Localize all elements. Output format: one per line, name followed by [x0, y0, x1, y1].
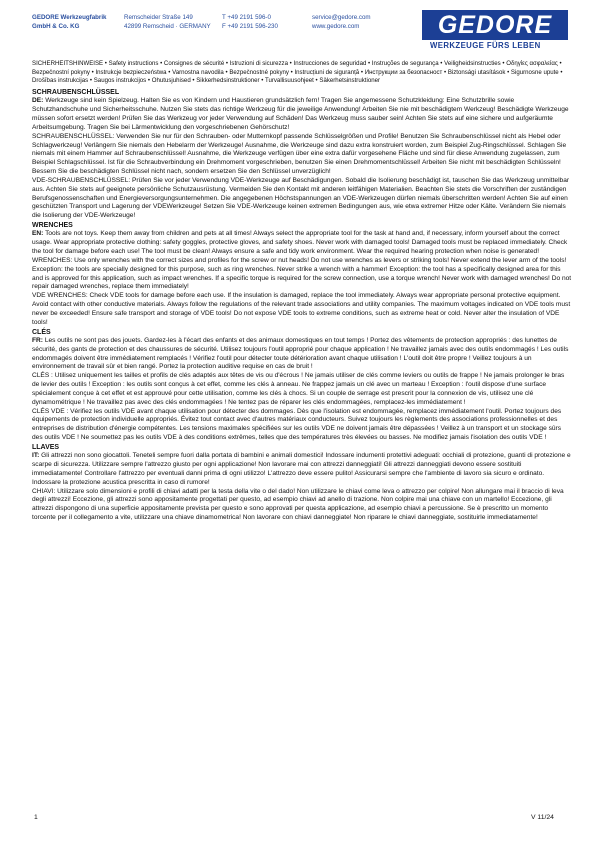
website-link[interactable]: www.gedore.com [312, 22, 360, 30]
version-label: V 11/24 [531, 814, 554, 821]
company-contact [312, 14, 371, 31]
address-line-1: Remscheider Straße 149 [124, 14, 193, 21]
paragraph-text: CLÉS : Utilisez uniquement les tailles et profils de clés adaptés aux têtes de vis ou d'écrous ! Ne jamais utiliser de clés comme leviers ou outils de frappe ! Ne jamais prolonger le bras de levier des outils ! Exception : les outils sont conçus à cet effet, comme les clés à anneau. Ne frappez jamais un clé avec un marteau ! Exception : l'outil dispose d'une surface spécialement conçue à cet effet et est approuvé pour cette utilisation, comme les clés à chocs. Si un couple de serrage est prescrit pour la connexion de vis, utilisez une clé dynamométrique ! Ne travaillez pas avec des clés endommagées ! Ne tentez pas de réparer les clés endommagées, remplacez-les immédiatement ! [32, 372, 565, 406]
section-paragraph [32, 488, 572, 523]
section-title: WRENCHES [32, 222, 73, 230]
company-name [32, 14, 107, 31]
document-body [32, 60, 572, 523]
section-paragraph [32, 292, 572, 327]
paragraph-text: Gli attrezzi non sono giocattoli. Teneteli sempre fuori dalla portata di bambini e animali domestici! Indossare indumenti protettivi adeguati: occhiali di protezione, guanti di protezione e scarpe di sicurezza. Utilizzare sempre l'attrezzo giusto per ogni applicazione! Non lavorare mai con attrezzi danneggiati! Gli attrezzi danneggiati devono essere sostituiti immediatamente! Controllare l'attrezzo per eventuali danni prima di ogni utilizzo! L'attrezzo deve essere pulito! Assicurarsi sempre che l'ambiente di lavoro sia sicuro e ordinato. Indossare la protezione acustica prescritta in caso di rumore! [32, 452, 571, 486]
paragraph-text: VDE WRENCHES: Check VDE tools for damage before each use. If the insulation is damaged, replace the tool immediately. Always wear appropriate personal protective equipment. Avoid contact with other conductive materials. Always follow the regulations of the relevant trade associations and utility companies. The maximum voltages indicated on VDE tools must never be exceeded! Ensure safe transport and storage of VDE tools! Do not expose VDE tools to extreme conditions, such as extreme heat or cold. Never alter the insulation of VDE tools! [32, 292, 571, 326]
logo-tagline: WERKZEUGE FÜRS LEBEN [430, 41, 541, 50]
logo-wordmark: GEDORE [422, 10, 568, 40]
paragraph-text: Werkzeuge sind kein Spielzeug. Halten Sie es von Kindern und Haustieren grundsätzlich fern! Tragen Sie angemessene Schutzkleidung: Eine Schutzbrille sowie Schutzhandschuhe und Sicherheitsschuhe. Nutzen Sie stets das richtige Werkzeug für die jeweilige Anwendung! Arbeiten Sie nie mit beschädigtem Werkzeug! Beschädigte Werkzeuge müssen sofort ersetzt werden! Prüfen Sie das Werkzeug vor jeder Verwendung auf Schäden! Das Werkzeug muss sauber sein! Achten Sie stets auf eine sichere und aufgeräumte Arbeitsumgebung. Tragen Sie bei Lärmentwicklung den vorgeschriebenen Gehörschutz! [32, 97, 569, 131]
email-link[interactable]: service@gedore.com [312, 14, 371, 21]
section-paragraph [32, 97, 572, 132]
section-paragraph [32, 372, 572, 407]
company-address [124, 14, 211, 31]
paragraph-text: CHIAVI: Utilizzare solo dimensioni e profili di chiavi adatti per la testa della vite o del dado! Non utilizzare le chiavi come leva o attrezzo per colpire! Non allungare mai il braccio di leva degli attrezzi! Eccezione, gli attrezzi sono appositamente progettati per questo, ad esempio chiavi ad anello di trazione. Non colpire mai una chiave con un martello! Eccezione, gli attrezzi dispongono di una superficie appositamente prevista per questo e sono approvati per questa applicazione, ad esempio chiavi a percussione. Se è prescritto un momento torcente per il collegamento a vite, utilizzare una chiave dinamometrica! Non lavorare con chiavi danneggiate! Non riparare le chiavi danneggiate, sostituirle immediatamente! [32, 487, 564, 522]
language-code: EN: [32, 230, 44, 238]
sections [32, 88, 572, 523]
company-phone [222, 14, 278, 31]
address-line-2: 42899 Remscheid · GERMANY [124, 22, 211, 30]
section-paragraph [32, 133, 572, 177]
section-paragraph [32, 408, 572, 443]
section-paragraph [32, 337, 572, 372]
gedore-logo [422, 10, 568, 54]
section-paragraph [32, 257, 572, 292]
safety-languages: SICHERHEITSHINWEISE • Safety instructions • Consignes de sécurité • Istruzioni di sicurezza • Instrucciones de seguridad • Instruções de segurança • Veiligheidsinstructies • Οδηγίες ασφαλείας • Bezpečnostní pokyny • Instrukcje bezpieczeństwa • Varnostna navodila • Bezpečnostné pokyny • Instrucțiuni de siguranță • Инструкции за безопасност • Biztonsági utasítások • Sigurnosne upute • Drošības instrukcijas • Saugos instrukcijos • Ohutusjuhised • Sikkerhedsinstruktioner • Turvallisuusohjeet • Säkerhetsinstruktioner [32, 60, 563, 85]
paragraph-text: Les outils ne sont pas des jouets. Gardez-les à l'écart des enfants et des animaux domestiques en tout temps ! Portez des vêtements de protection appropriés : des lunettes de sécurité, des gants de protection et des chaussures de sécurité. Utilisez toujours l'outil approprié pour chaque application ! Ne travaillez jamais avec des outils endommagés ! Les outils endommagés doivent être immédiatement remplacés ! Vérifiez l'outil pour détecter toute détérioration avant chaque utilisation ! L'outil doit être propre ! Veillez toujours à un environnement de travail sûr et bien rangé. Portez la protection auditive requise en cas de bruit ! [32, 336, 569, 371]
language-code: IT: [32, 452, 40, 460]
phone-number: T +49 2191 596-0 [222, 14, 271, 21]
section-title: SCHRAUBENSCHLÜSSEL [32, 89, 120, 97]
company-line-2: GmbH & Co. KG [32, 22, 80, 30]
section-paragraph [32, 452, 572, 487]
paragraph-text: Tools are not toys. Keep them away from children and pets at all times! Always select the appropriate tool for the task at hand and, if necessary, inform yourself about the correct usage. Wear appropriate protective clothing: safety goggles, protective gloves, and safety shoes. Never work with damaged tools! Damaged tools must be replaced immediately. Check the tool for damage before each use! The tool must be clean! Always ensure a safe and tidy work environment. Wear the required hearing protection when noise is generated! [32, 230, 568, 256]
page-number: 1 [34, 814, 38, 821]
paragraph-text: WRENCHES: Use only wrenches with the correct sizes and profiles for the screw or nut heads! Do not use wrenches as levers or striking tools! Never extend the lever arm of the tools! Exception: the tools are specially designed for this purpose, such as ring wrenches. Never strike a wrench with a hammer! Exception: the tool has a specifically designed area for this and is approved for this application, such as impact wrenches. If a specific torque is required for the screw connection, use a torque wrench! Never work with damaged wrenches! Do not repair damaged wrenches, replace them immediately! [32, 256, 572, 291]
section-paragraph [32, 177, 572, 221]
paragraph-text: SCHRAUBENSCHLÜSSEL: Verwenden Sie nur für den Schrauben- oder Mutternkopf passende Schlüsselgrößen und Profile! Benutzen Sie Schraubenschlüssel nicht als Hebel oder Schlagwerkzeug! Verlängern Sie niemals den Hebelarm der Werkzeuge! Ausnahme, die Werkzeuge sind dazu extra konstruiert worden, zum Beispiel Zug-Ringschlüssel. Schlagen Sie niemals mit einem Hammer auf Schraubenschlüssel! Ausnahme, die Werkzeuge verfügen über eine extra dafür vorgesehene Fläche und sind für diese Anwendung zugelassen, zum Beispiel Schlagschlüssel. Ist für die Schraubverbindung ein Drehmoment vorgeschrieben, benutzen Sie einen Drehmomentschlüssel! Arbeiten Sie nicht mit beschädigten Schlüsseln! Bessern Sie die beschädigten Schlüssel nicht nach, sondern ersetzen Sie den Schlüssel unverzüglich! [32, 132, 567, 176]
paragraph-text: CLÉS VDE : Vérifiez les outils VDE avant chaque utilisation pour détecter des dommages. Dès que l'isolation est endommagée, remplacez immédiatement l'outil. Portez toujours des équipements de protection individuelle appropriés. Évitez tout contact avec d'autres matériaux conducteurs. Suivez toujours les règlements des associations professionnelles et des entreprises de distribution d'énergie compétentes. Les tensions maximales spécifiées sur les outils VDE ne doivent jamais être dépassées ! Veillez à un transport et un stockage sûrs des outils VDE ! Ne soumettez pas les outils VDE à des conditions extrêmes, telles que des températures très élevées ou basses. Ne modifiez jamais l'isolation des outils VDE ! [32, 407, 562, 442]
section-paragraph [32, 230, 572, 257]
section-title: CLÉS [32, 328, 51, 336]
language-code: DE: [32, 97, 44, 105]
company-line-1: GEDORE Werkzeugfabrik [32, 14, 107, 21]
language-code: FR: [32, 336, 43, 344]
paragraph-text: VDE-SCHRAUBENSCHLÜSSEL: Prüfen Sie vor jeder Verwendung VDE-Werkzeuge auf Beschädigungen. Sobald die Isolierung beschädigt ist, tauschen Sie das Werkzeug unmittelbar aus. Achten Sie stets auf geeignete persönliche Schutzausrüstung. Vermeiden Sie den Kontakt mit anderen leitfähigen Materialien. Beachten Sie stets die Vorschriften der zuständigen Berufsgenossenschaften und Energieversorgungsunternehmen. Die angegebenen Höchstspannungen an VDE-Werkzeugen dürfen niemals überschritten werden! Achten Sie auf einen geschützten Transport und Lagerung der VDEWerkzeuge! Setzen Sie VDE-Werkzeuge keinen extremen Bedingungen aus, wie etwa extremer Hitze oder Kälte. Verändern Sie niemals die Isolierung der VDE-Werkzeuge! [32, 176, 570, 220]
fax-number: F +49 2191 596-230 [222, 22, 278, 30]
page-header [0, 0, 596, 60]
section-title: LLAVES [32, 443, 60, 451]
